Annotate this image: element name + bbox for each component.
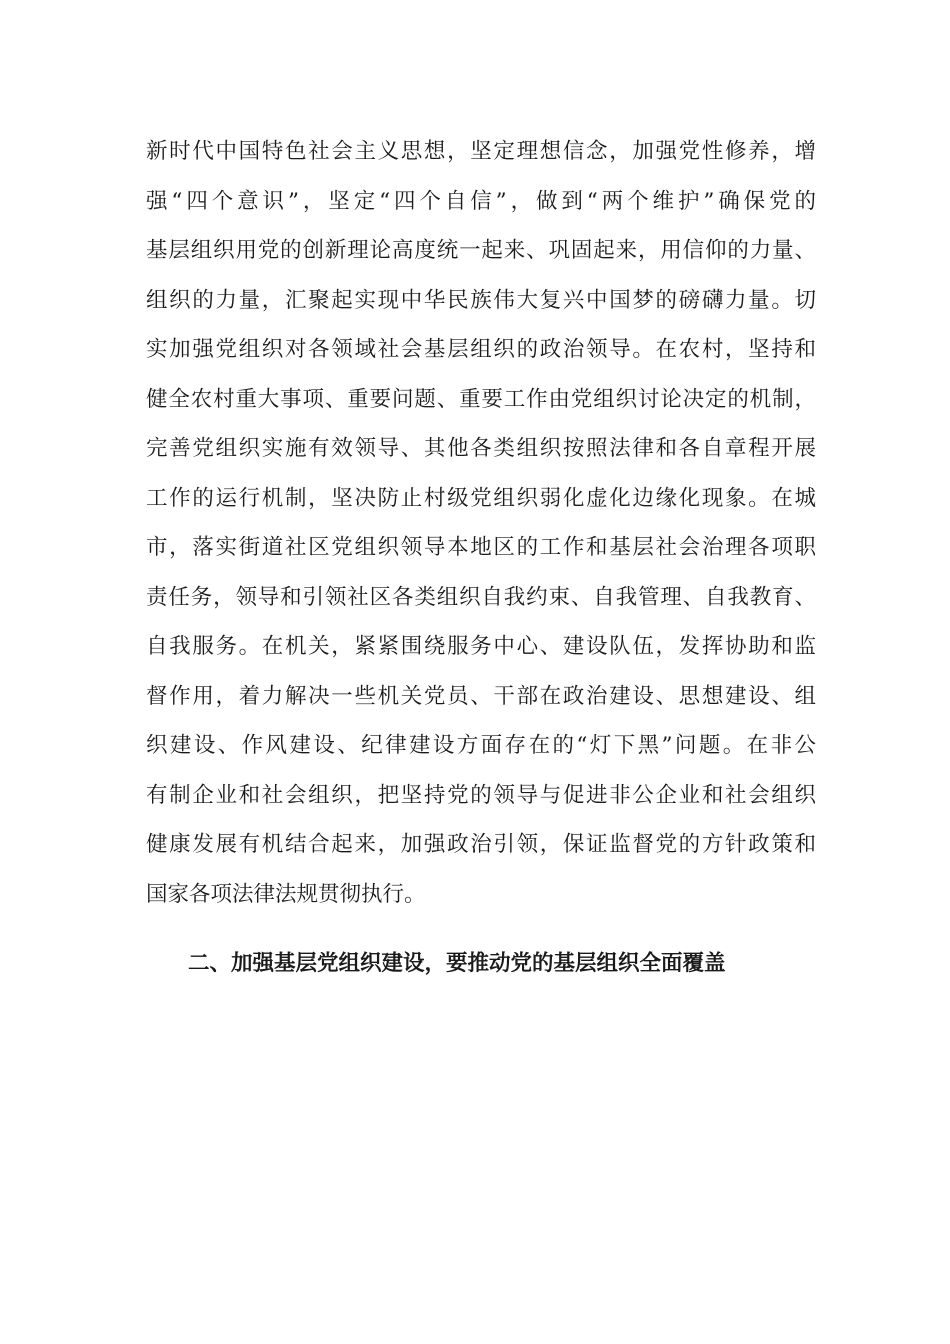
paragraph-line: 责任务，领导和引领社区各类组织自我约束、自我管理、自我教育、 — [146, 584, 816, 610]
paragraph-line: 自我服务。在机关，紧紧围绕服务中心、建设队伍，发挥协助和监 — [146, 634, 816, 659]
paragraph-line: 健康发展有机结合起来，加强政治引领，保证监督党的方针政策和 — [146, 832, 816, 857]
paragraph-line: 新时代中国特色社会主义思想，坚定理想信念，加强党性修养，增 — [146, 139, 816, 164]
paragraph-line: 织建设、作风建设、纪律建设方面存在的“灯下黑”问题。在非公 — [146, 733, 816, 758]
paragraph-line: 基层组织用党的创新理论高度统一起来、巩固起来，用信仰的力量、 — [146, 238, 816, 263]
paragraph-line: 工作的运行机制，坚决防止村级党组织弱化虚化边缘化现象。在城 — [146, 485, 816, 511]
paragraph-line: 完善党组织实施有效领导、其他各类组织按照法律和各自章程开展 — [146, 436, 816, 461]
paragraph-line: 组织的力量，汇聚起实现中华民族伟大复兴中国梦的磅礴力量。切 — [146, 287, 816, 313]
paragraph-line: 督作用，着力解决一些机关党员、干部在政治建设、思想建设、组 — [146, 683, 816, 709]
paragraph-line: 健全农村重大事项、重要问题、重要工作由党组织讨论决定的机制， — [146, 386, 816, 412]
paragraph-line: 市，落实街道社区党组织领导本地区的工作和基层社会治理各项职 — [146, 535, 816, 560]
paragraph-line: 国家各项法律法规贯彻执行。 — [146, 881, 426, 907]
paragraph-line: 有制企业和社会组织，把坚持党的领导与促进非公企业和社会组织 — [146, 782, 816, 808]
paragraph-line: 强“四个意识”，坚定“四个自信”，做到“两个维护”确保党的 — [146, 188, 816, 214]
paragraph-line: 实加强党组织对各领域社会基层组织的政治领导。在农村，坚持和 — [146, 337, 816, 362]
body-paragraph — [146, 132, 816, 924]
section-heading: 二、加强基层党组织建设，要推动党的基层组织全面覆盖 — [188, 951, 726, 976]
